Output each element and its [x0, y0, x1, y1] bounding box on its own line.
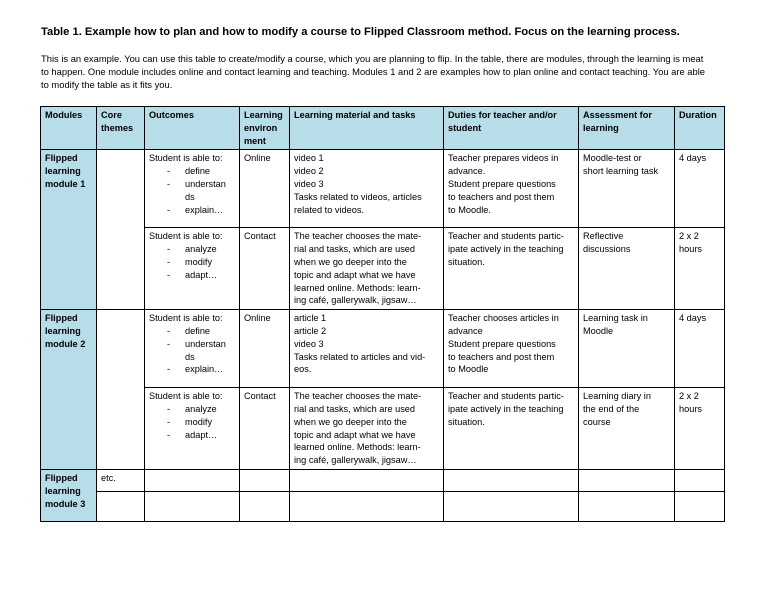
outcomes-cell: Student is able to: - analyze - modify - adapt…: [145, 388, 240, 470]
module-3-label: Flipped learning module 3: [41, 469, 97, 521]
outcomes-cell: [145, 491, 240, 521]
header-learning-environment: Learning environ ment: [240, 107, 290, 150]
core-themes-cell: [97, 310, 145, 470]
document-title: Table 1. Example how to plan and how to modify a course to Flipped Classroom method. Focus on the learning process.: [41, 26, 680, 38]
intro-line: to happen. One module includes online and contact learning and teaching. Modules 1 and 2 are examples how to plan online and contact teaching. You are able: [41, 65, 706, 77]
assessment-cell: Learning diary in the end of the course: [579, 388, 675, 470]
outcomes-cell: Student is able to: - define - understan ds - explain…: [145, 310, 240, 388]
material-cell: video 1 video 2 video 3 Tasks related to videos, articles related to videos.: [290, 150, 444, 228]
header-outcomes: Outcomes: [145, 107, 240, 150]
intro-line: This is an example. You can use this table to create/modify a course, which you are planning to flip. In the table, there are modules, through the learning is meat: [41, 53, 704, 64]
table-row: [41, 491, 725, 521]
table-row: [41, 150, 725, 228]
assessment-cell: Moodle-test or short learning task: [579, 150, 675, 228]
header-row: [41, 107, 725, 150]
duration-cell: 4 days: [675, 310, 725, 388]
core-themes-cell: [97, 150, 145, 310]
duties-cell: Teacher and students partic- ipate actively in the teaching situation.: [444, 388, 579, 470]
module-1-label: Flipped learning module 1: [41, 150, 97, 310]
material-cell: The teacher chooses the mate- rial and tasks, which are used when we go deeper into the topic and adapt what we have learned online. Methods: learn- ing café, gallerywalk, jigsaw…: [290, 228, 444, 310]
environment-cell: Contact: [240, 388, 290, 470]
course-planning-table: [40, 106, 725, 522]
core-themes-cell: etc.: [97, 469, 145, 491]
core-themes-cell: [97, 491, 145, 521]
assessment-cell: Learning task in Moodle: [579, 310, 675, 388]
duration-cell: 4 days: [675, 150, 725, 228]
header-core-themes: Core themes: [97, 107, 145, 150]
assessment-cell: Reflective discussions: [579, 228, 675, 310]
duties-cell: Teacher prepares videos in advance. Student prepare questions to teachers and post them to Moodle.: [444, 150, 579, 228]
material-cell: [290, 469, 444, 491]
assessment-cell: [579, 469, 675, 491]
environment-cell: [240, 469, 290, 491]
material-cell: [290, 491, 444, 521]
header-modules: Modules: [41, 107, 97, 150]
environment-cell: [240, 491, 290, 521]
duration-cell: 2 x 2 hours: [675, 388, 725, 470]
material-cell: The teacher chooses the mate- rial and tasks, which are used when we go deeper into the topic and adapt what we have learned online. Methods: learn- ing café, gallerywalk, jigsaw…: [290, 388, 444, 470]
duties-cell: [444, 491, 579, 521]
material-cell: article 1 article 2 video 3 Tasks related to articles and vid- eos.: [290, 310, 444, 388]
assessment-cell: [579, 491, 675, 521]
outcomes-cell: [145, 469, 240, 491]
header-assessment: Assessment for learning: [579, 107, 675, 150]
module-2-label: Flipped learning module 2: [41, 310, 97, 470]
duration-cell: [675, 469, 725, 491]
outcomes-cell: Student is able to: - define - understan ds - explain…: [145, 150, 240, 228]
table-row: [41, 469, 725, 491]
outcomes-cell: Student is able to: - analyze - modify - adapt…: [145, 228, 240, 310]
intro-line: to modify the table as it fits you.: [41, 78, 173, 90]
header-duration: Duration: [675, 107, 725, 150]
environment-cell: Contact: [240, 228, 290, 310]
header-duties: Duties for teacher and/or student: [444, 107, 579, 150]
environment-cell: Online: [240, 310, 290, 388]
duration-cell: 2 x 2 hours: [675, 228, 725, 310]
environment-cell: Online: [240, 150, 290, 228]
duration-cell: [675, 491, 725, 521]
intro-paragraph: [41, 53, 741, 91]
duties-cell: Teacher chooses articles in advance Student prepare questions to teachers and post them to Moodle: [444, 310, 579, 388]
duties-cell: Teacher and students partic- ipate actively in the teaching situation.: [444, 228, 579, 310]
duties-cell: [444, 469, 579, 491]
header-learning-material: Learning material and tasks: [290, 107, 444, 150]
table-row: [41, 310, 725, 388]
